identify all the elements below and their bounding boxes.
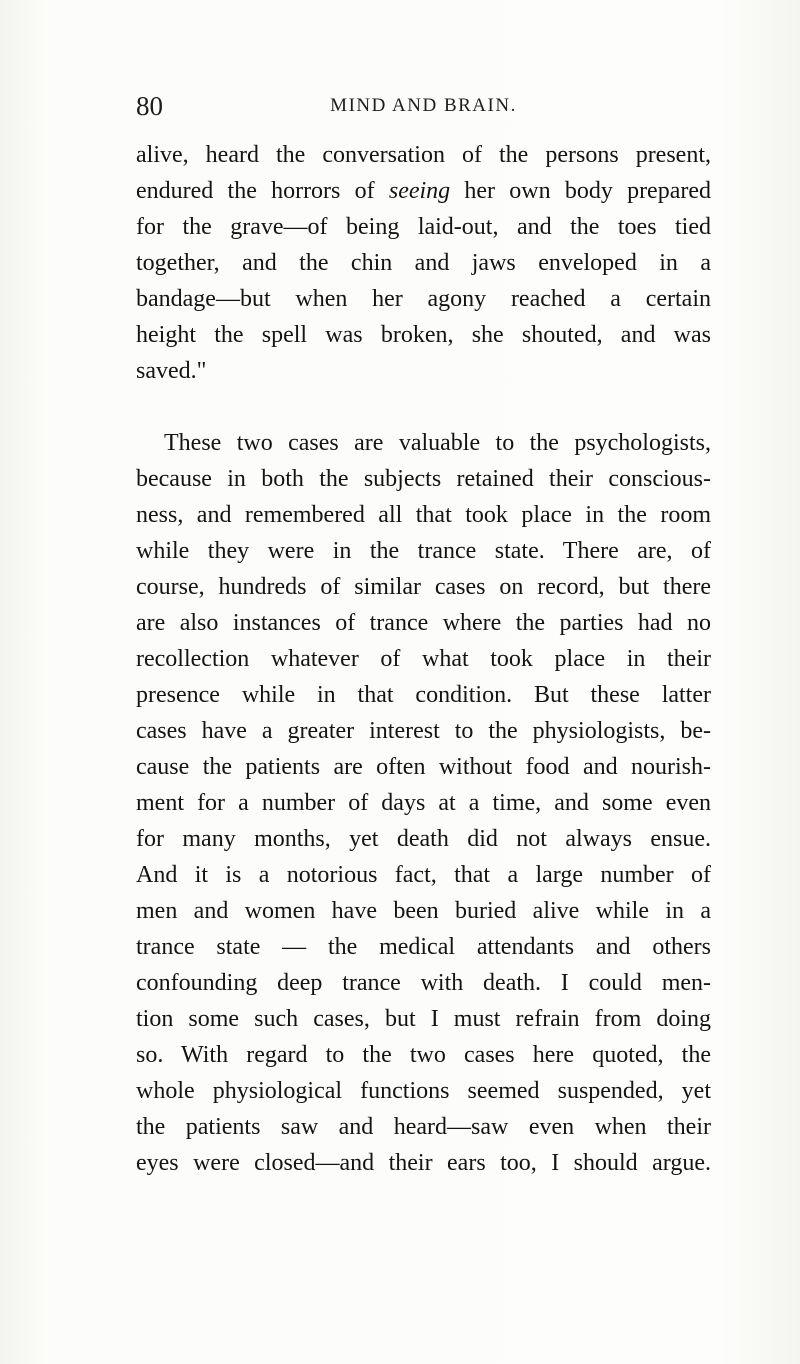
text-line: together, and the chin and jaws enveloped in a: [136, 250, 711, 276]
text-line: while they were in the trance state. There are, of: [136, 538, 711, 564]
text-line: ness, and remembered all that took place in the room: [136, 502, 711, 528]
text-line: ment for a number of days at a time, and some even: [136, 790, 711, 816]
text-line: [136, 173, 711, 209]
text-line: eyes were closed—and their ears too, I should argue.: [136, 1150, 711, 1176]
text-line: These two cases are valuable to the psychologists,: [164, 430, 711, 456]
running-head: [136, 88, 711, 124]
text-line: for the grave—of being laid-out, and the toes tied: [136, 214, 711, 240]
text-line: presence while in that condition. But these latter: [136, 682, 711, 708]
text-line: trance state — the medical attendants and others: [136, 934, 711, 960]
text-span: her own body prepared: [464, 178, 711, 204]
body-text: [136, 137, 711, 1181]
paragraph-2: [136, 425, 711, 1181]
text-line: are also instances of trance where the parties had no: [136, 610, 711, 636]
running-title: MIND AND BRAIN.: [330, 95, 517, 116]
text-line: cause the patients are often without food and nourish-: [136, 754, 711, 780]
italic-word: seeing: [388, 178, 451, 204]
text-line: bandage—but when her agony reached a certain: [136, 286, 711, 312]
text-line: for many months, yet death did not always ensue.: [136, 826, 711, 852]
text-line: the patients saw and heard—saw even when their: [136, 1114, 711, 1140]
text-line: recollection whatever of what took place in their: [136, 646, 711, 672]
text-line: saved.": [136, 358, 207, 384]
text-line: course, hundreds of similar cases on record, but there: [136, 574, 711, 600]
text-line: alive, heard the conversation of the persons present,: [136, 142, 711, 168]
text-line: cases have a greater interest to the physiologists, be-: [136, 718, 711, 744]
text-line: tion some such cases, but I must refrain from doing: [136, 1006, 711, 1032]
page-number: 80: [136, 91, 163, 121]
text-span: endured the horrors of: [136, 178, 375, 204]
text-line: so. With regard to the two cases here quoted, the: [136, 1042, 711, 1068]
text-line: men and women have been buried alive while in a: [136, 898, 711, 924]
text-line: because in both the subjects retained their conscious-: [136, 466, 711, 492]
text-line: And it is a notorious fact, that a large number of: [136, 862, 711, 888]
text-line: confounding deep trance with death. I could men-: [136, 970, 711, 996]
text-line: whole physiological functions seemed suspended, yet: [136, 1078, 711, 1104]
paragraph-gap: [136, 389, 711, 425]
paragraph-1: [136, 137, 711, 389]
text-line: height the spell was broken, she shouted, and was: [136, 322, 711, 348]
